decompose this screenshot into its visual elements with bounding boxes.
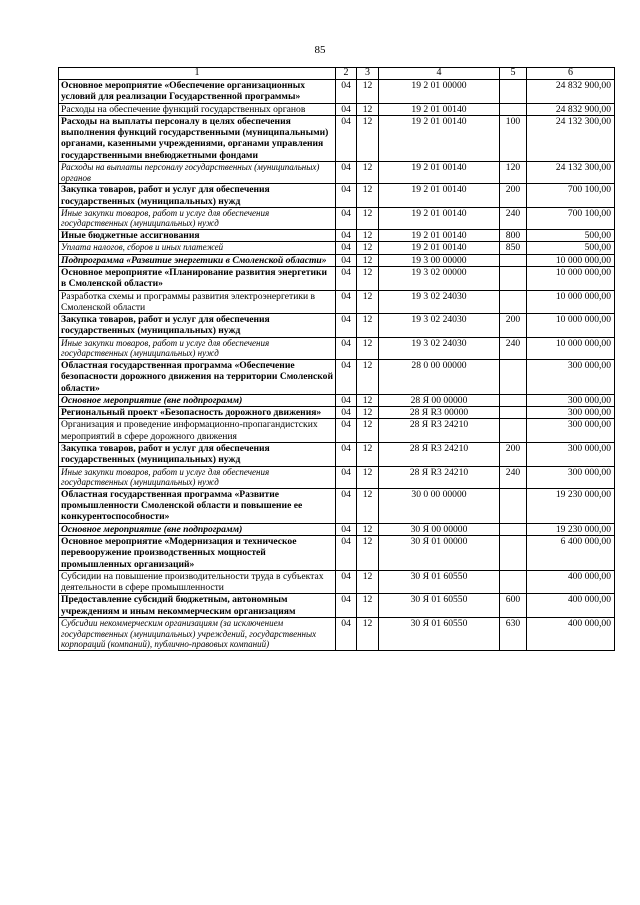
amount-cell: 19 230 000,00 <box>527 523 615 535</box>
target-article-cell: 19 2 01 00140 <box>379 207 500 229</box>
target-article-cell: 19 3 02 00000 <box>379 266 500 290</box>
table-row <box>59 230 615 242</box>
table-row <box>59 419 615 443</box>
subsection-code-cell: 12 <box>357 442 379 466</box>
section-code-cell: 04 <box>336 115 357 161</box>
amount-cell: 24 832 900,00 <box>527 80 615 104</box>
row-name-cell: Подпрограмма «Развитие энергетики в Смоленской области» <box>59 254 336 266</box>
table-row <box>59 314 615 338</box>
row-name-cell: Иные закупки товаров, работ и услуг для обеспечения государственных (муниципальных) нужд <box>59 466 336 488</box>
row-name-cell: Основное мероприятие (вне подпрограмм) <box>59 394 336 406</box>
target-article-cell: 28 Я 00 00000 <box>379 394 500 406</box>
table-row <box>59 242 615 254</box>
row-name-cell: Уплата налогов, сборов и иных платежей <box>59 242 336 254</box>
row-name-cell: Основное мероприятие «Модернизация и техническое перевооружение производственных мощностей промышленных организаций» <box>59 535 336 570</box>
amount-cell: 24 132 300,00 <box>527 115 615 161</box>
target-article-cell: 19 3 02 24030 <box>379 314 500 338</box>
row-name-cell: Субсидии некоммерческим организациям (за исключением государственных (муниципальных) учреждений, государственных корпораций (компаний), публично-правовых компаний) <box>59 618 336 651</box>
section-code-cell: 04 <box>336 407 357 419</box>
page-number: 85 <box>314 44 326 56</box>
header-cell: 6 <box>527 68 615 80</box>
row-name-cell: Основное мероприятие (вне подпрограмм) <box>59 523 336 535</box>
target-article-cell: 19 2 01 00000 <box>379 80 500 104</box>
amount-cell: 400 000,00 <box>527 570 615 594</box>
amount-cell: 300 000,00 <box>527 419 615 443</box>
subsection-code-cell: 12 <box>357 523 379 535</box>
subsection-code-cell: 12 <box>357 359 379 394</box>
row-name-cell: Иные закупки товаров, работ и услуг для обеспечения государственных (муниципальных) нужд <box>59 337 336 359</box>
table-row <box>59 207 615 229</box>
target-article-cell: 28 Я R3 24210 <box>379 466 500 488</box>
expense-type-cell <box>500 419 527 443</box>
table-row <box>59 618 615 651</box>
subsection-code-cell: 12 <box>357 184 379 208</box>
section-code-cell: 04 <box>336 466 357 488</box>
target-article-cell: 19 3 02 24030 <box>379 337 500 359</box>
target-article-cell: 28 Я R3 00000 <box>379 407 500 419</box>
expense-type-cell <box>500 103 527 115</box>
expense-type-cell <box>500 535 527 570</box>
target-article-cell: 30 Я 01 60550 <box>379 618 500 651</box>
section-code-cell: 04 <box>336 523 357 535</box>
target-article-cell: 30 0 00 00000 <box>379 488 500 523</box>
amount-cell: 300 000,00 <box>527 359 615 394</box>
section-code-cell: 04 <box>336 80 357 104</box>
amount-cell: 10 000 000,00 <box>527 254 615 266</box>
section-code-cell: 04 <box>336 103 357 115</box>
section-code-cell: 04 <box>336 618 357 651</box>
table-row <box>59 466 615 488</box>
row-name-cell: Закупка товаров, работ и услуг для обеспечения государственных (муниципальных) нужд <box>59 442 336 466</box>
amount-cell: 10 000 000,00 <box>527 337 615 359</box>
target-article-cell: 30 Я 01 60550 <box>379 594 500 618</box>
expense-type-cell <box>500 80 527 104</box>
amount-cell: 10 000 000,00 <box>527 314 615 338</box>
row-name-cell: Закупка товаров, работ и услуг для обеспечения государственных (муниципальных) нужд <box>59 184 336 208</box>
table-row <box>59 535 615 570</box>
subsection-code-cell: 12 <box>357 594 379 618</box>
table-row <box>59 394 615 406</box>
target-article-cell: 28 Я R3 24210 <box>379 419 500 443</box>
section-code-cell: 04 <box>336 254 357 266</box>
target-article-cell: 19 2 01 00140 <box>379 242 500 254</box>
table-row <box>59 115 615 161</box>
section-code-cell: 04 <box>336 242 357 254</box>
row-name-cell: Расходы на выплаты персоналу в целях обеспечения выполнения функций государственными (муниципальными) органами, казенными учреждениями, органами управления государственными внебюджетными фондами <box>59 115 336 161</box>
amount-cell: 500,00 <box>527 230 615 242</box>
target-article-cell: 28 0 00 00000 <box>379 359 500 394</box>
expense-type-cell: 800 <box>500 230 527 242</box>
target-article-cell: 19 2 01 00140 <box>379 184 500 208</box>
subsection-code-cell: 12 <box>357 290 379 314</box>
table-row <box>59 359 615 394</box>
table-row <box>59 103 615 115</box>
target-article-cell: 19 2 01 00140 <box>379 103 500 115</box>
target-article-cell: 19 2 01 00140 <box>379 230 500 242</box>
subsection-code-cell: 12 <box>357 207 379 229</box>
section-code-cell: 04 <box>336 594 357 618</box>
target-article-cell: 30 Я 00 00000 <box>379 523 500 535</box>
section-code-cell: 04 <box>336 442 357 466</box>
section-code-cell: 04 <box>336 394 357 406</box>
amount-cell: 10 000 000,00 <box>527 290 615 314</box>
amount-cell: 700 100,00 <box>527 184 615 208</box>
subsection-code-cell: 12 <box>357 419 379 443</box>
target-article-cell: 30 Я 01 60550 <box>379 570 500 594</box>
table-row <box>59 290 615 314</box>
header-cell: 3 <box>357 68 379 80</box>
expense-type-cell <box>500 359 527 394</box>
expense-type-cell: 600 <box>500 594 527 618</box>
header-cell: 2 <box>336 68 357 80</box>
subsection-code-cell: 12 <box>357 488 379 523</box>
expense-type-cell: 120 <box>500 162 527 184</box>
subsection-code-cell: 12 <box>357 103 379 115</box>
expense-type-cell: 240 <box>500 337 527 359</box>
subsection-code-cell: 12 <box>357 394 379 406</box>
section-code-cell: 04 <box>336 359 357 394</box>
expense-type-cell <box>500 266 527 290</box>
row-name-cell: Разработка схемы и программы развития электроэнергетики в Смоленской области <box>59 290 336 314</box>
header-cell: 1 <box>59 68 336 80</box>
budget-table <box>58 67 615 651</box>
target-article-cell: 28 Я R3 24210 <box>379 442 500 466</box>
section-code-cell: 04 <box>336 419 357 443</box>
section-code-cell: 04 <box>336 570 357 594</box>
subsection-code-cell: 12 <box>357 266 379 290</box>
row-name-cell: Основное мероприятие «Обеспечение организационных условий для реализации Государственной программы» <box>59 80 336 104</box>
target-article-cell: 19 2 01 00140 <box>379 115 500 161</box>
table-row <box>59 594 615 618</box>
table-row <box>59 407 615 419</box>
expense-type-cell: 850 <box>500 242 527 254</box>
expense-type-cell <box>500 394 527 406</box>
table-row <box>59 523 615 535</box>
header-cell: 5 <box>500 68 527 80</box>
table-row <box>59 254 615 266</box>
amount-cell: 300 000,00 <box>527 407 615 419</box>
amount-cell: 500,00 <box>527 242 615 254</box>
section-code-cell: 04 <box>336 290 357 314</box>
expense-type-cell <box>500 523 527 535</box>
subsection-code-cell: 12 <box>357 242 379 254</box>
expense-type-cell: 630 <box>500 618 527 651</box>
expense-type-cell <box>500 290 527 314</box>
subsection-code-cell: 12 <box>357 115 379 161</box>
section-code-cell: 04 <box>336 184 357 208</box>
table-row <box>59 184 615 208</box>
expense-type-cell: 200 <box>500 442 527 466</box>
subsection-code-cell: 12 <box>357 337 379 359</box>
expense-type-cell <box>500 407 527 419</box>
row-name-cell: Областная государственная программа «Обеспечение безопасности дорожного движения на территории Смоленской области» <box>59 359 336 394</box>
section-code-cell: 04 <box>336 535 357 570</box>
expense-type-cell <box>500 254 527 266</box>
table-row <box>59 266 615 290</box>
row-name-cell: Субсидии на повышение производительности труда в субъектах деятельности в сфере промышленности <box>59 570 336 594</box>
section-code-cell: 04 <box>336 162 357 184</box>
amount-cell: 10 000 000,00 <box>527 266 615 290</box>
target-article-cell: 19 3 02 24030 <box>379 290 500 314</box>
amount-cell: 300 000,00 <box>527 394 615 406</box>
header-row <box>59 68 615 80</box>
subsection-code-cell: 12 <box>357 254 379 266</box>
row-name-cell: Расходы на выплаты персоналу государственных (муниципальных) органов <box>59 162 336 184</box>
amount-cell: 6 400 000,00 <box>527 535 615 570</box>
expense-type-cell: 240 <box>500 207 527 229</box>
row-name-cell: Организация и проведение информационно-пропагандистских мероприятий в сфере дорожного движения <box>59 419 336 443</box>
expense-type-cell <box>500 570 527 594</box>
amount-cell: 24 132 300,00 <box>527 162 615 184</box>
row-name-cell: Расходы на обеспечение функций государственных органов <box>59 103 336 115</box>
table-row <box>59 162 615 184</box>
amount-cell: 300 000,00 <box>527 442 615 466</box>
target-article-cell: 19 2 01 00140 <box>379 162 500 184</box>
section-code-cell: 04 <box>336 207 357 229</box>
amount-cell: 300 000,00 <box>527 466 615 488</box>
section-code-cell: 04 <box>336 266 357 290</box>
row-name-cell: Региональный проект «Безопасность дорожного движения» <box>59 407 336 419</box>
subsection-code-cell: 12 <box>357 570 379 594</box>
table-row <box>59 80 615 104</box>
target-article-cell: 19 3 00 00000 <box>379 254 500 266</box>
expense-type-cell: 200 <box>500 314 527 338</box>
expense-type-cell <box>500 488 527 523</box>
subsection-code-cell: 12 <box>357 314 379 338</box>
row-name-cell: Иные закупки товаров, работ и услуг для обеспечения государственных (муниципальных) нужд <box>59 207 336 229</box>
row-name-cell: Иные бюджетные ассигнования <box>59 230 336 242</box>
row-name-cell: Закупка товаров, работ и услуг для обеспечения государственных (муниципальных) нужд <box>59 314 336 338</box>
header-cell: 4 <box>379 68 500 80</box>
section-code-cell: 04 <box>336 314 357 338</box>
subsection-code-cell: 12 <box>357 466 379 488</box>
table-body <box>59 80 615 651</box>
section-code-cell: 04 <box>336 337 357 359</box>
amount-cell: 700 100,00 <box>527 207 615 229</box>
table-row <box>59 337 615 359</box>
target-article-cell: 30 Я 01 00000 <box>379 535 500 570</box>
expense-type-cell: 240 <box>500 466 527 488</box>
table-row <box>59 488 615 523</box>
amount-cell: 19 230 000,00 <box>527 488 615 523</box>
amount-cell: 400 000,00 <box>527 594 615 618</box>
row-name-cell: Областная государственная программа «Развитие промышленности Смоленской области и повышение ее конкурентоспособности» <box>59 488 336 523</box>
amount-cell: 24 832 900,00 <box>527 103 615 115</box>
subsection-code-cell: 12 <box>357 230 379 242</box>
subsection-code-cell: 12 <box>357 407 379 419</box>
expense-type-cell: 200 <box>500 184 527 208</box>
section-code-cell: 04 <box>336 230 357 242</box>
subsection-code-cell: 12 <box>357 162 379 184</box>
expense-type-cell: 100 <box>500 115 527 161</box>
table-row <box>59 570 615 594</box>
table-row <box>59 442 615 466</box>
section-code-cell: 04 <box>336 488 357 523</box>
row-name-cell: Основное мероприятие «Планирование развития энергетики в Смоленской области» <box>59 266 336 290</box>
subsection-code-cell: 12 <box>357 80 379 104</box>
subsection-code-cell: 12 <box>357 618 379 651</box>
subsection-code-cell: 12 <box>357 535 379 570</box>
amount-cell: 400 000,00 <box>527 618 615 651</box>
row-name-cell: Предоставление субсидий бюджетным, автономным учреждениям и иным некоммерческим организациям <box>59 594 336 618</box>
